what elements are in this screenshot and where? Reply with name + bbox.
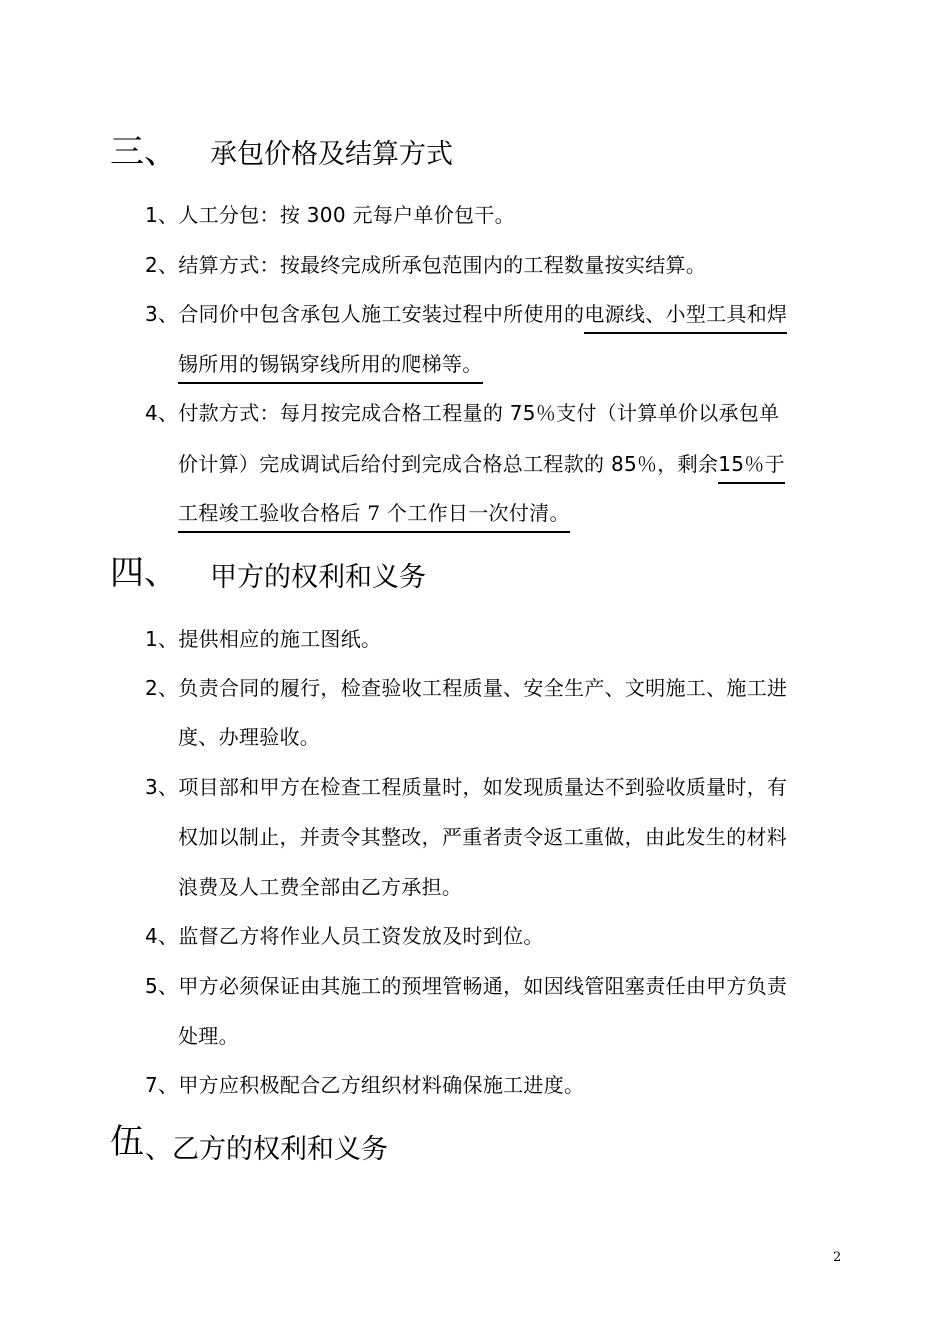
list-item: 2、结算方式：按最终完成所承包范围内的工程数量按实结算。 [145,253,707,277]
underlined-text: 锡所用的锡锅穿线所用的爬梯等。 [178,352,483,384]
section-heading-3 [110,124,178,173]
list-item-text: 3、合同价中包含承包人施工安装过程中所使用的 [145,302,585,326]
list-item: 2、负责合同的履行，检查验收工程质量、安全生产、文明施工、施工进 [145,676,788,700]
section-separator: 、 [145,1134,172,1165]
section-title-3 [210,132,453,171]
section-title-4 [210,555,426,594]
list-item: 7、甲方应积极配合乙方组织材料确保施工进度。 [145,1073,585,1097]
section-heading-5 [110,1114,144,1163]
underlined-text: 工程竣工验收合格后 7 个工作日一次付清。 [178,501,570,533]
list-item-continuation [178,448,785,477]
list-item: 1、人工分包：按 300 元每户单价包干。 [145,203,515,227]
list-item: 1、提供相应的施工图纸。 [145,627,382,651]
underlined-text: 电源线、小型工具和焊 [584,302,787,334]
list-item-text: 价计算）完成调试后给付到完成合格总工程款的 85％，剩余 [178,452,719,476]
section-number: 伍 [110,1122,144,1162]
list-item: 4、付款方式：每月按完成合格工程量的 75％支付（计算单价以承包单 [145,401,780,425]
section-title: 乙方的权利和义务 [172,1134,388,1165]
list-item: 4、监督乙方将作业人员工资发放及时到位。 [145,924,544,948]
section-number: 四、 [110,553,178,593]
list-item-continuation [178,348,483,377]
list-item [145,298,787,327]
underlined-text: 15％于 [718,452,785,484]
list-item-continuation [178,497,570,526]
list-item: 5、甲方必须保证由其施工的预埋管畅通，如因线管阻塞责任由甲方负责 [145,974,788,998]
list-item: 3、项目部和甲方在检查工程质量时，如发现质量达不到验收质量时，有 [145,775,788,799]
section-heading-4 [110,545,178,594]
list-item-continuation: 权加以制止，并责令其整改，严重者责令返工重做，由此发生的材料 [178,825,787,849]
list-item-continuation: 度、办理验收。 [178,725,321,749]
page-number: 2 [833,1250,842,1265]
section-title-5 [145,1127,388,1166]
section-title: 甲方的权利和义务 [210,562,426,593]
list-item-continuation: 浪费及人工费全部由乙方承担。 [178,875,463,899]
list-item-continuation: 处理。 [178,1024,239,1048]
section-title: 承包价格及结算方式 [210,139,453,170]
section-number: 三、 [110,132,178,172]
